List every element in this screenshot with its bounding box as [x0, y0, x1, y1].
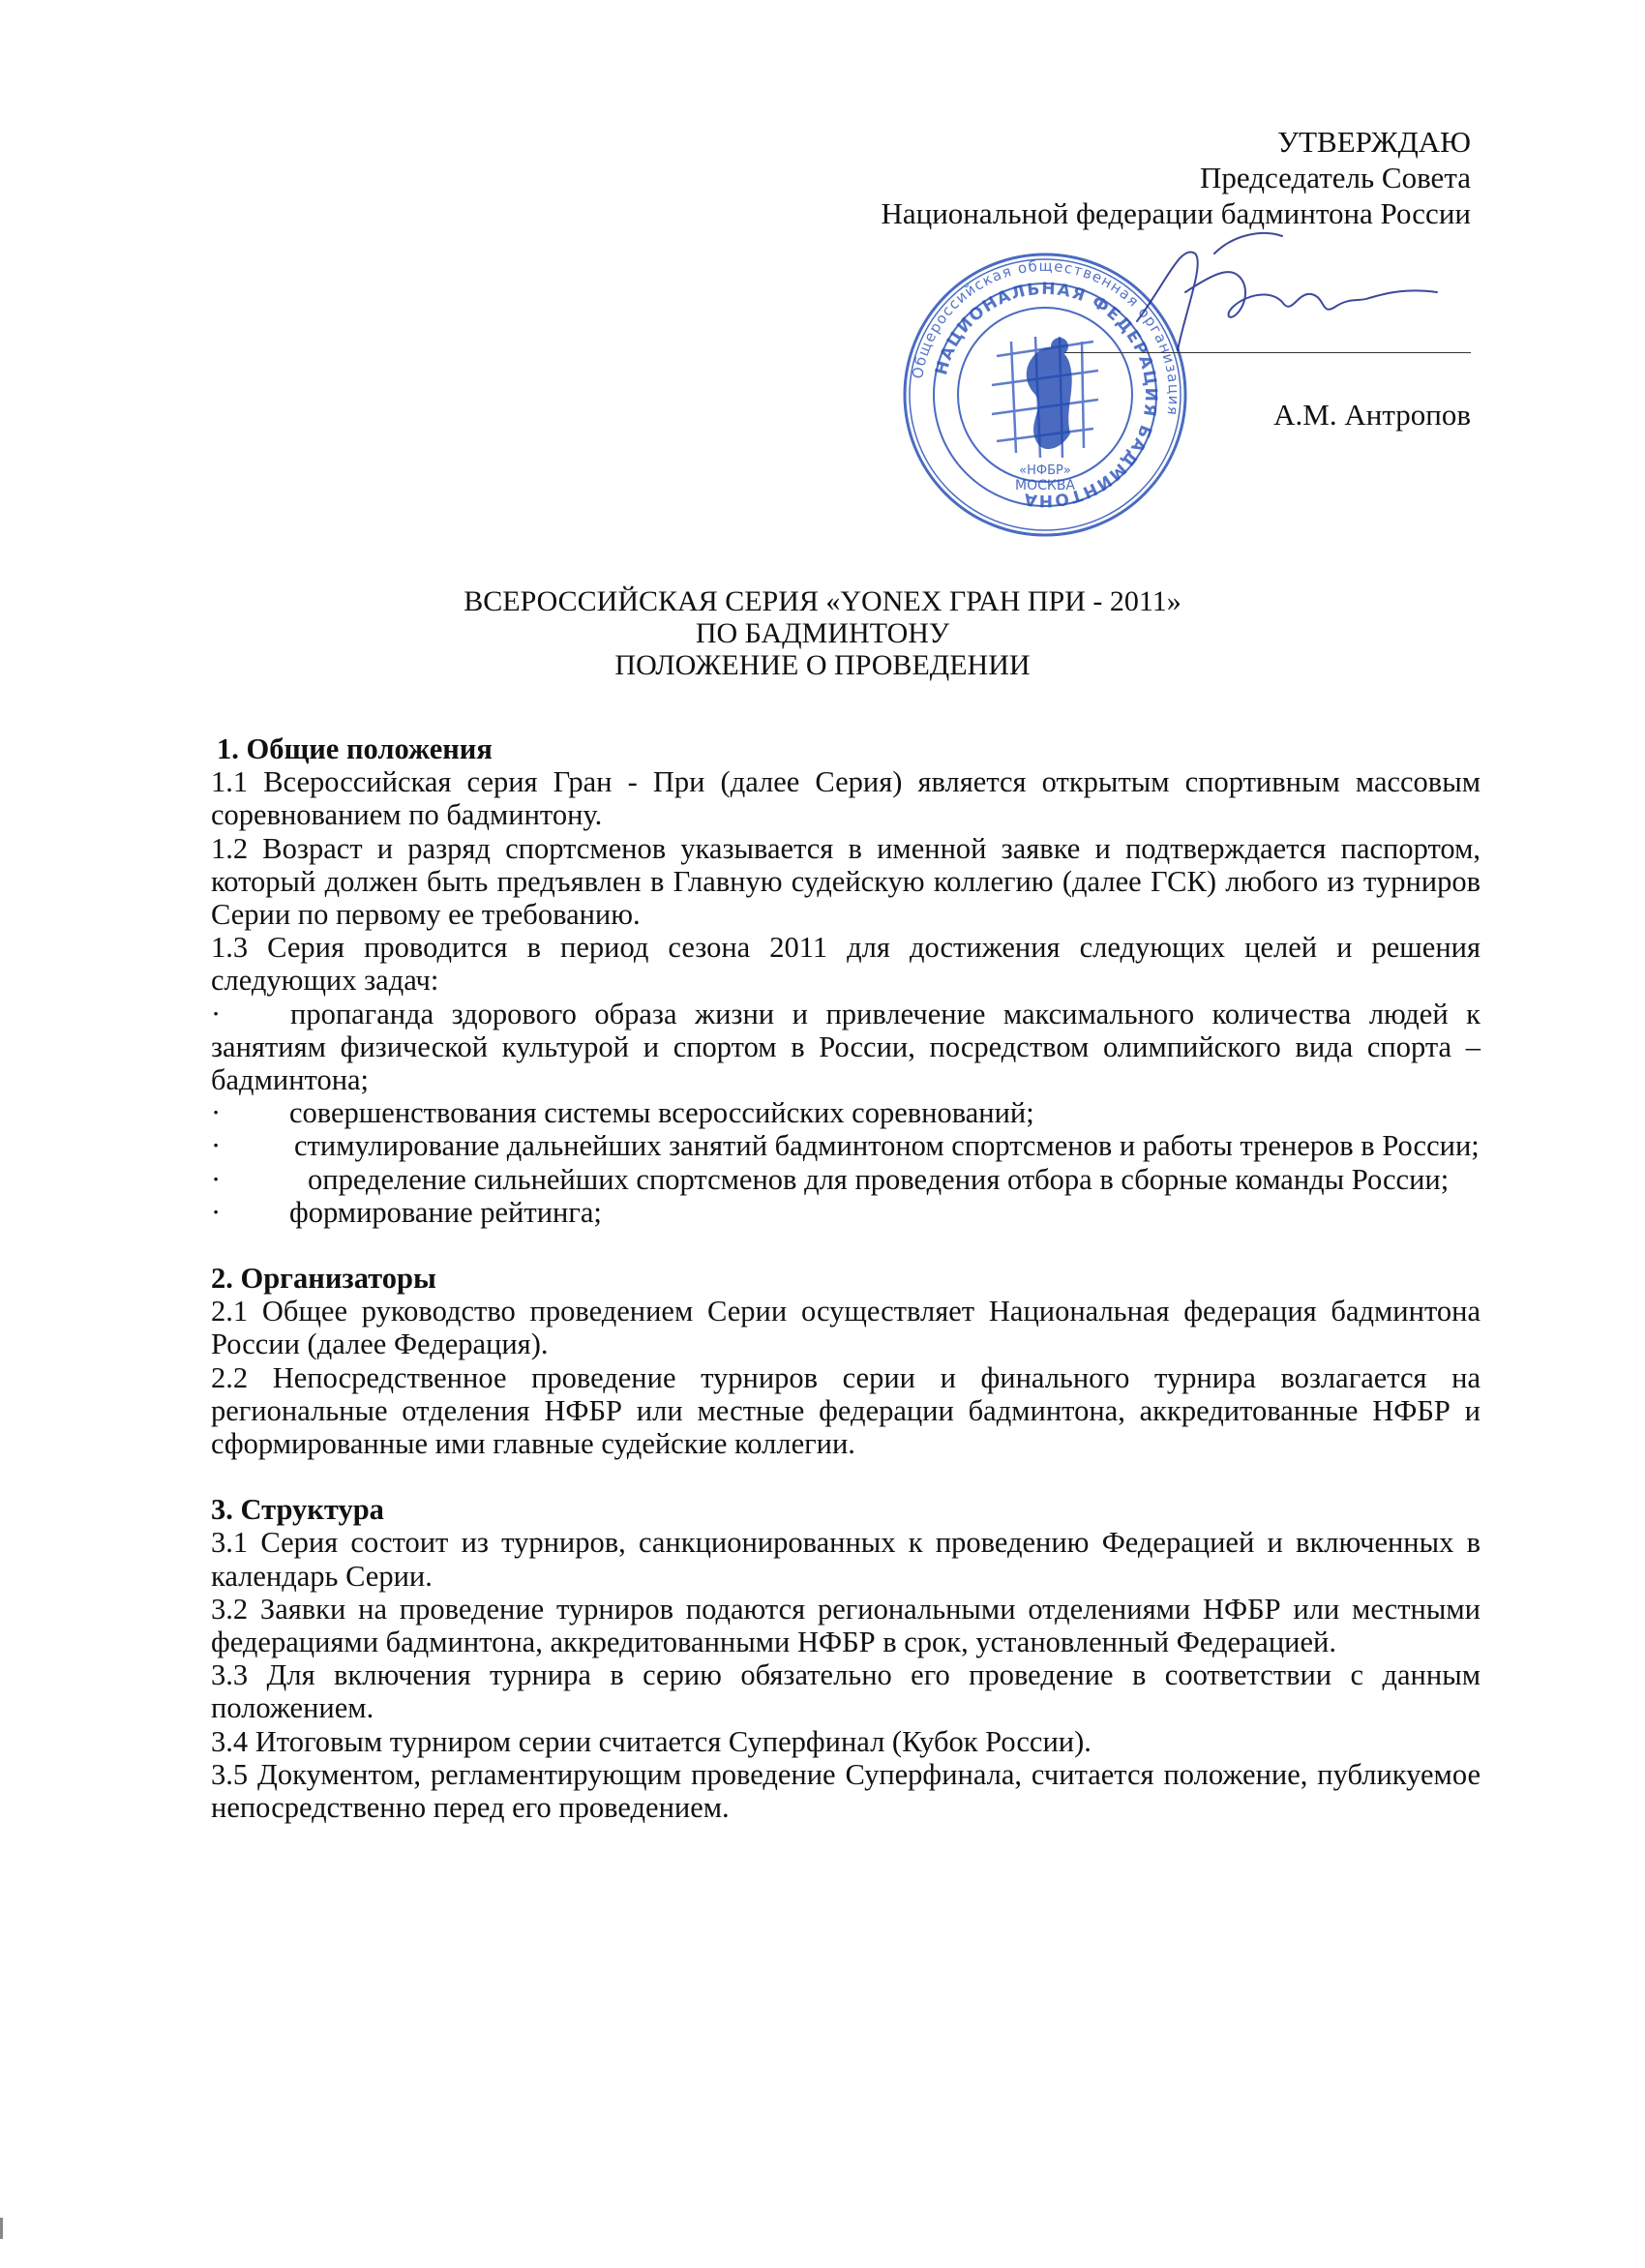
bullet-mark: · — [211, 1195, 222, 1229]
document-body — [211, 732, 1480, 1824]
list-item — [211, 1129, 1480, 1162]
svg-text:НАЦИОНАЛЬНАЯ ФЕДЕРАЦИЯ БАДМИНТ: НАЦИОНАЛЬНАЯ ФЕДЕРАЦИЯ БАДМИНТОНА — [932, 279, 1161, 511]
paragraph: 3.4 Итоговым турниром серии считается Суперфинал (Кубок России). — [211, 1724, 1092, 1758]
title-line-2: ПО БАДМИНТОНУ — [695, 617, 950, 649]
section-gap — [211, 1229, 1480, 1262]
svg-text:МОСКВА: МОСКВА — [1015, 478, 1075, 493]
paragraph: 3.3 Для включения турнира в серию обязательно его проведение в соответствии с данным положением. — [211, 1658, 1480, 1725]
handwritten-signature — [1127, 224, 1447, 379]
scan-margin-mark — [0, 2218, 3, 2239]
paragraph: 1.2 Возраст и разряд спортсменов указывается в именной заявке и подтверждается паспортом, который должен быть предъявлен в Главную судейскую коллегию (далее ГСК) любого из турниров Серии по первому ее требованию. — [211, 831, 1480, 932]
paragraph: 1.3 Серия проводится в период сезона 2011 для достижения следующих целей и решения следующих задач: — [211, 931, 1480, 998]
approver-name: А.М. Антропов — [1273, 398, 1471, 432]
list-item — [211, 1196, 1480, 1229]
paragraph: 1.1 Всероссийская серия Гран - При (далее Серия) является открытым спортивным массовым соревнованием по бадминтону. — [211, 765, 1480, 832]
bullet-mark: · — [211, 1096, 222, 1130]
paragraph: 3.2 Заявки на проведение турниров подаются региональными отделениями НФБР или местными федерациями бадминтона, аккредитованными НФБР в срок, установленный Федерацией. — [211, 1592, 1480, 1659]
paragraph: 2.1 Общее руководство проведением Серии осуществляет Национальная федерация бадминтона России (далее Федерация). — [211, 1295, 1480, 1361]
svg-text:«НФБР»: «НФБР» — [1019, 463, 1071, 478]
signature-line — [1064, 352, 1471, 353]
list-item-text: определение сильнейших спортсменов для проведения отбора в сборные команды России; — [308, 1162, 1450, 1196]
approver-organization: Национальной федерации бадминтона России — [881, 196, 1471, 230]
section-heading: 2. Организаторы — [211, 1262, 436, 1296]
list-item-text: формирование рейтинга; — [289, 1195, 602, 1229]
section-gap — [211, 1460, 1480, 1493]
approve-label: УТВЕРЖДАЮ — [1277, 125, 1471, 159]
title-line-1: ВСЕРОССИЙСКАЯ СЕРИЯ «YONEX ГРАН ПРИ - 2011» — [464, 585, 1181, 617]
bullet-mark: · — [211, 1162, 222, 1196]
section-heading: 3. Структура — [211, 1493, 384, 1527]
section-heading: 1. Общие положения — [217, 732, 493, 765]
document-title — [0, 585, 1645, 681]
list-item-text: совершенствования системы всероссийских соревнований; — [289, 1096, 1034, 1130]
paragraph: 2.2 Непосредственное проведение турниров серии и финального турнира возлагается на региональные отделения НФБР или местные федерации бадминтона, аккредитованные НФБР и сформированные ими главные судейские коллегии. — [211, 1360, 1480, 1461]
list-item — [211, 1163, 1480, 1196]
list-item-text: пропаганда здорового образа жизни и привлечение максимального количества людей к занятиям физической культурой и спортом в России, посредством олимпийского вида спорта – бадминтона; — [211, 997, 1480, 1097]
title-line-3: ПОЛОЖЕНИЕ О ПРОВЕДЕНИИ — [614, 649, 1031, 681]
list-item-text: стимулирование дальнейших занятий бадминтоном спортсменов и работы тренеров в России; — [294, 1129, 1480, 1163]
list-item — [211, 1096, 1480, 1129]
paragraph: 3.1 Серия состоит из турниров, санкционированных к проведению Федерацией и включенных в календарь Серии. — [211, 1526, 1480, 1593]
bullet-mark: · — [211, 997, 222, 1030]
approver-position: Председатель Совета — [1200, 161, 1471, 194]
list-item — [211, 998, 1480, 1097]
bullet-mark: · — [211, 1129, 222, 1163]
svg-text:Общероссийская общественная ор: Общероссийская общественная организация — [909, 256, 1183, 418]
paragraph: 3.5 Документом, регламентирующим проведение Суперфинала, считается положение, публикуемое непосредственно перед его проведением. — [211, 1757, 1480, 1825]
